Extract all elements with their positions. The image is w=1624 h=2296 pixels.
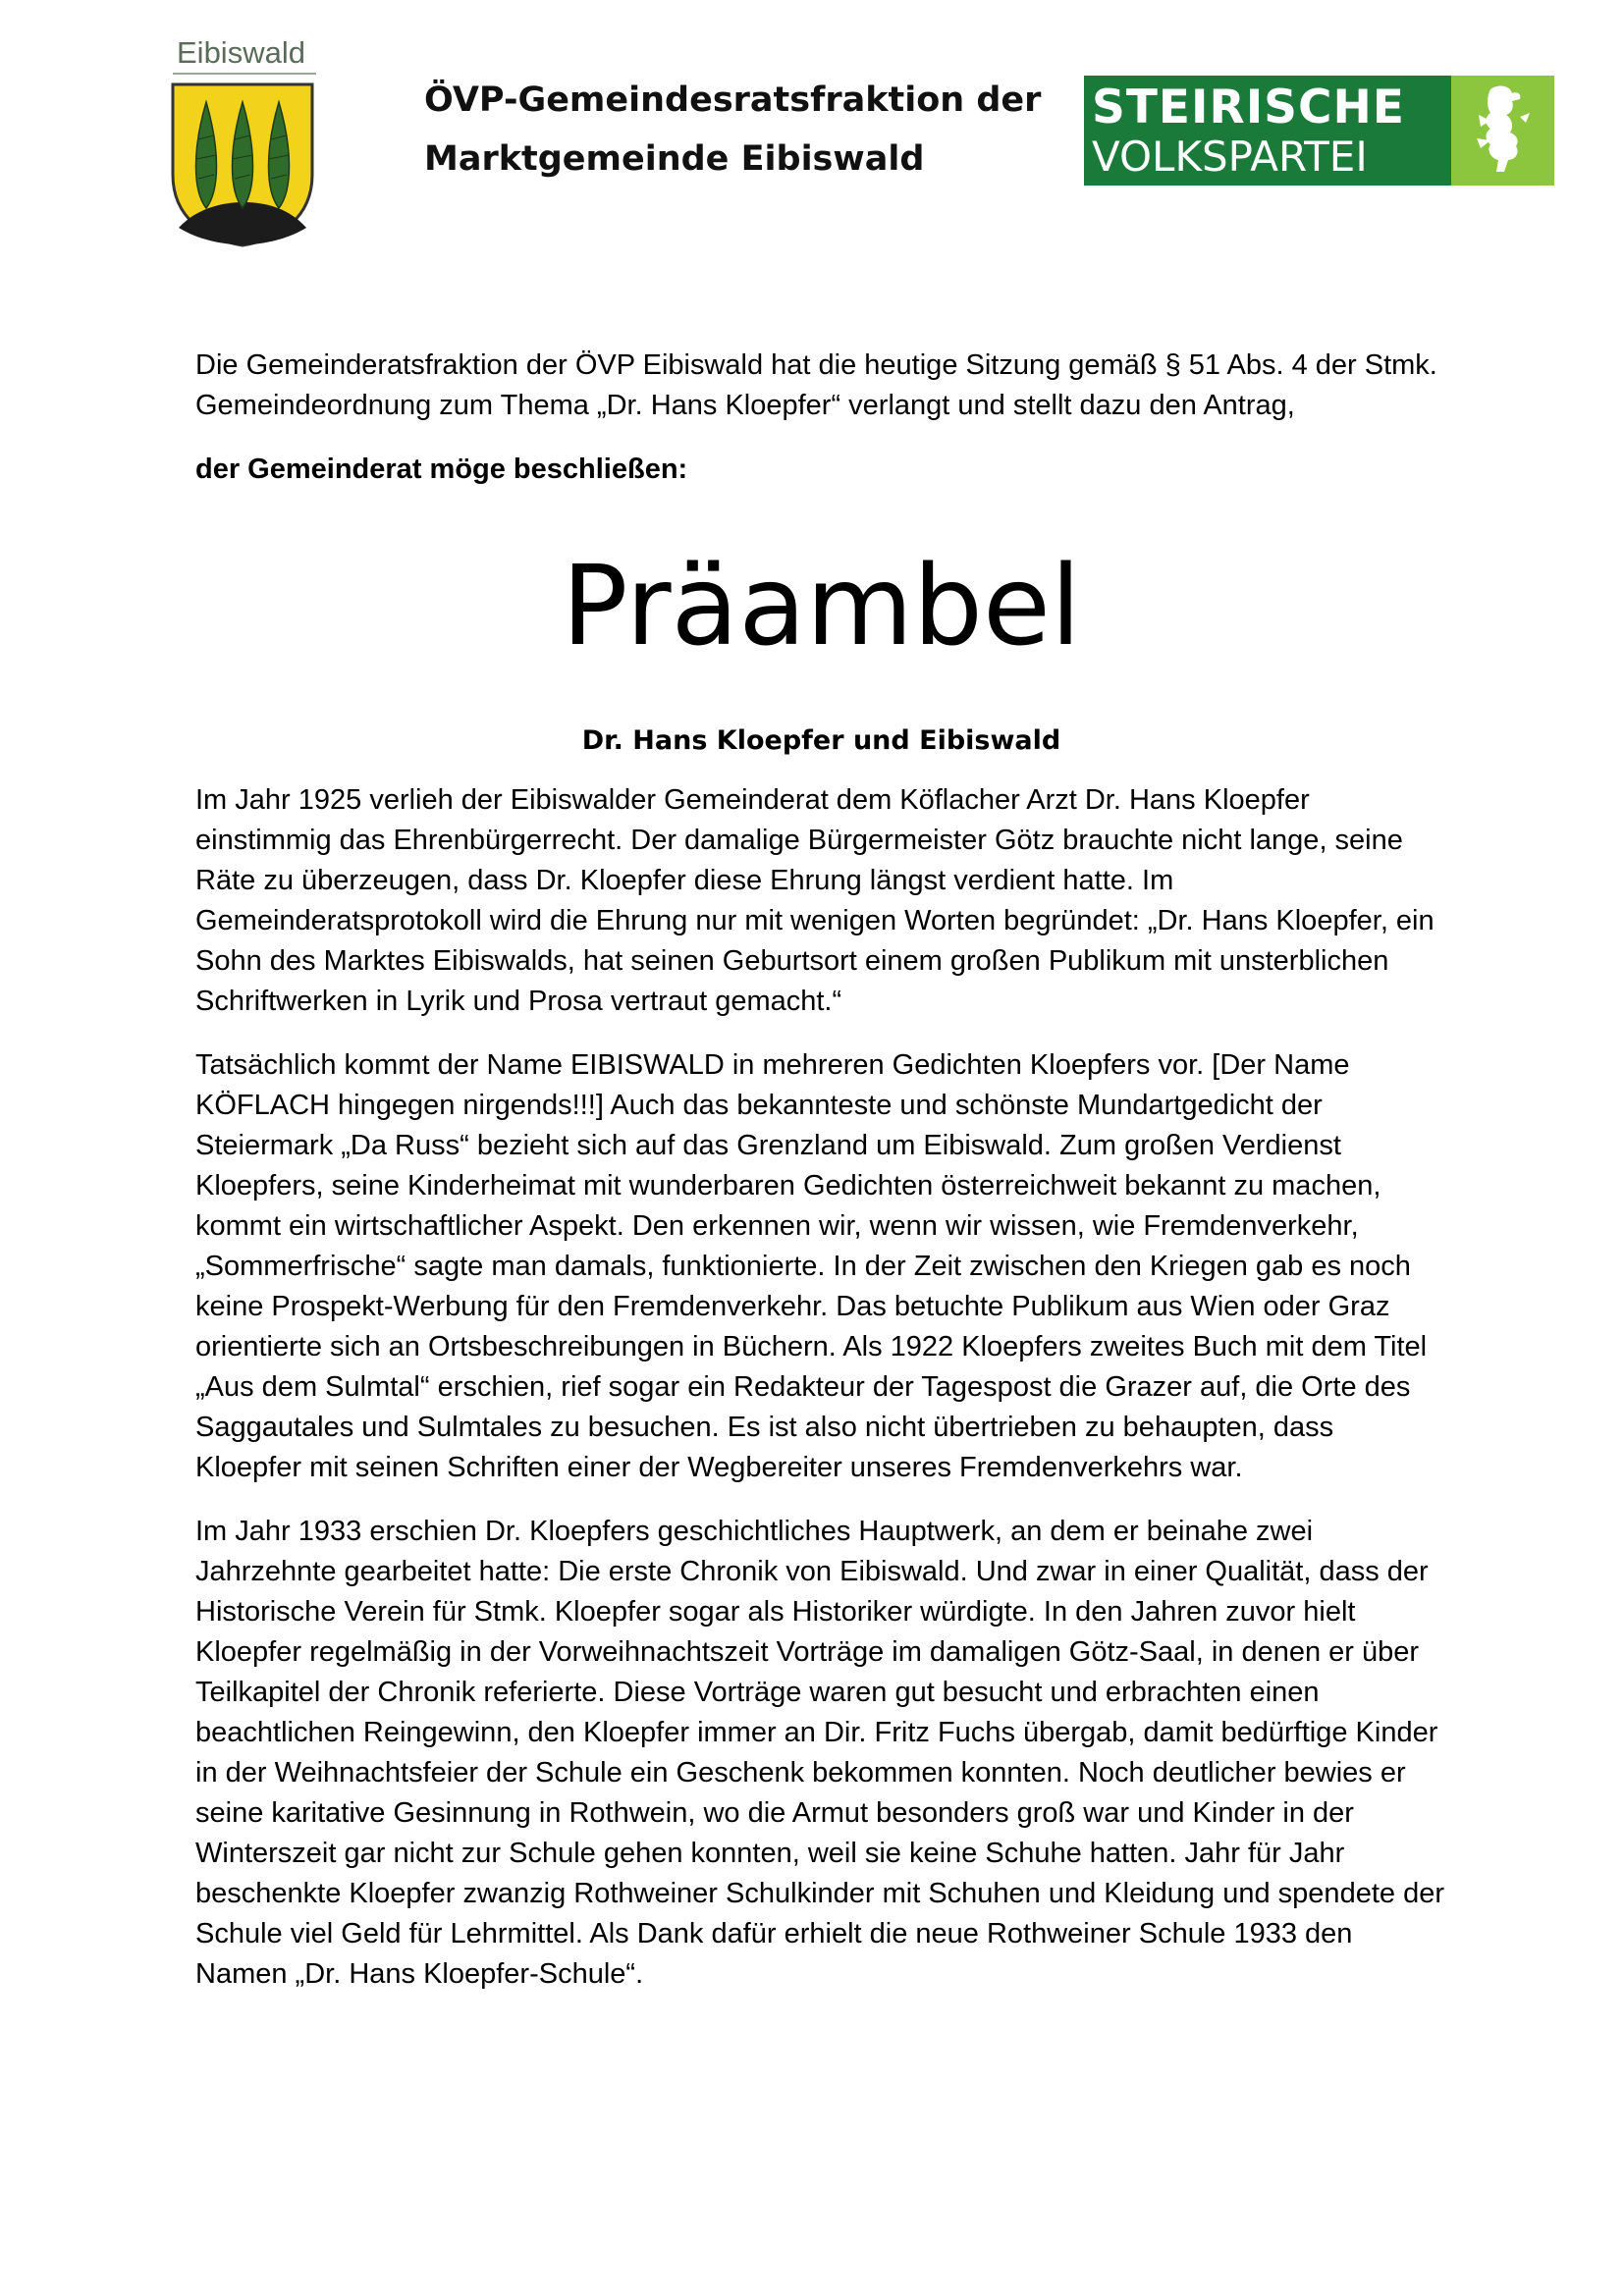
- municipal-crest: [165, 35, 322, 249]
- body-paragraph-1: Im Jahr 1925 verlieh der Eibiswalder Gemeinderat dem Köflacher Arzt Dr. Hans Kloepfer einstimmig das Ehrenbürgerrecht. Der damalige Bürgermeister Götz brauchte nicht lange, seine Räte zu überzeugen, dass Dr. Kloepfer diese Ehrung längst verdient hatte. Im Gemeinderatsprotokoll wird die Ehrung nur mit wenigen Worten begründet: „Dr. Hans Kloepfer, ein Sohn des Marktes Eibiswalds, hat seinen Geburtsort einem großen Publikum mit unsterblichen Schriftwerken in Lyrik und Prosa vertraut gemacht.“: [195, 784, 1435, 1017]
- document-body: [195, 346, 1447, 2018]
- section-subheading: Dr. Hans Kloepfer und Eibiswald: [581, 725, 1061, 756]
- party-logo-line2: VOLKSPARTEI: [1092, 133, 1368, 181]
- party-logo: [1084, 76, 1554, 186]
- crest-shield-icon: [169, 80, 316, 249]
- panther-icon: [1451, 76, 1554, 186]
- party-logo-text: [1084, 76, 1451, 186]
- header-title-line1: ÖVP-Gemeindesratsfraktion der: [424, 80, 1042, 120]
- party-logo-line1: STEIRISCHE: [1092, 80, 1405, 134]
- crest-divider: [173, 73, 316, 75]
- body-paragraph-2: Tatsächlich kommt der Name EIBISWALD in mehreren Gedichten Kloepfers vor. [Der Name KÖFLACH hingegen nirgends!!!] Auch das bekannteste und schönste Mundartgedicht der Steiermark „Da Russ“ bezieht sich auf das Grenzland um Eibiswald. Zum großen Verdienst Kloepfers, seine Kinderheimat mit wunderbaren Gedichten österreichweit bekannt zu machen, kommt ein wirtschaftlicher Aspekt. Den erkennen wir, wenn wir wissen, wie Fremdenverkehr, „Sommerfrische“ sagte man damals, funktionierte. In der Zeit zwischen den Kriegen gab es noch keine Prospekt-Werbung für den Fremdenverkehr. Das betuchte Publikum aus Wien oder Graz orientierte sich an Ortsbeschreibungen in Büchern. Als 1922 Kloepfers zweites Buch mit dem Titel „Aus dem Sulmtal“ erschien, rief sogar ein Redakteur der Tagespost die Grazer auf, die Orte des Saggautales und Sulmtales zu besuchen. Es ist also nicht übertrieben zu behaupten, dass Kloepfer mit seinen Schriften einer der Wegbereiter unseres Fremdenverkehrs war.: [195, 1049, 1428, 1483]
- page-header-title: [424, 71, 1053, 188]
- preamble-heading: Präambel: [561, 543, 1082, 670]
- body-paragraph-3: Im Jahr 1933 erschien Dr. Kloepfers geschichtliches Hauptwerk, an dem er beinahe zwei Jahrzehnte gearbeitet hatte: Die erste Chronik von Eibiswald. Und zwar in einer Qualität, dass der Historische Verein für Stmk. Kloepfer sogar als Historiker würdigte. In den Jahren zuvor hielt Kloepfer regelmäßig in der Vorweihnachtszeit Vorträge im damaligen Götz-Saal, in denen er über Teilkapitel der Chronik referierte. Diese Vorträge waren gut besucht und erbrachten einen beachtlichen Reingewinn, den Kloepfer immer an Dir. Fritz Fuchs übergab, damit bedürftige Kinder in der Weihnachtsfeier der Schule ein Geschenk bekommen konnten. Noch deutlicher bewies er seine karitative Gesinnung in Rothwein, wo die Armut besonders groß war und Kinder in der Winterszeit gar nicht zur Schule gehen konnten, weil sie keine Schuhe hatten. Jahr für Jahr beschenkte Kloepfer zwanzig Rothweiner Schulkinder mit Schuhen und Kleidung und spendete der Schule viel Geld für Lehrmittel. Als Dank dafür erhielt die neue Rothweiner Schule 1933 den Namen „Dr. Hans Kloepfer-Schule“.: [195, 1516, 1444, 1990]
- intro-paragraph: Die Gemeinderatsfraktion der ÖVP Eibiswald hat die heutige Sitzung gemäß § 51 Abs. 4 der Stmk. Gemeindeordnung zum Thema „Dr. Hans Kloepfer“ verlangt und stellt dazu den Antrag,: [195, 349, 1437, 421]
- header-title-line2: Marktgemeinde Eibiswald: [424, 139, 925, 179]
- motion-statement: der Gemeinderat möge beschließen:: [195, 454, 688, 485]
- crest-label: Eibiswald: [177, 35, 305, 70]
